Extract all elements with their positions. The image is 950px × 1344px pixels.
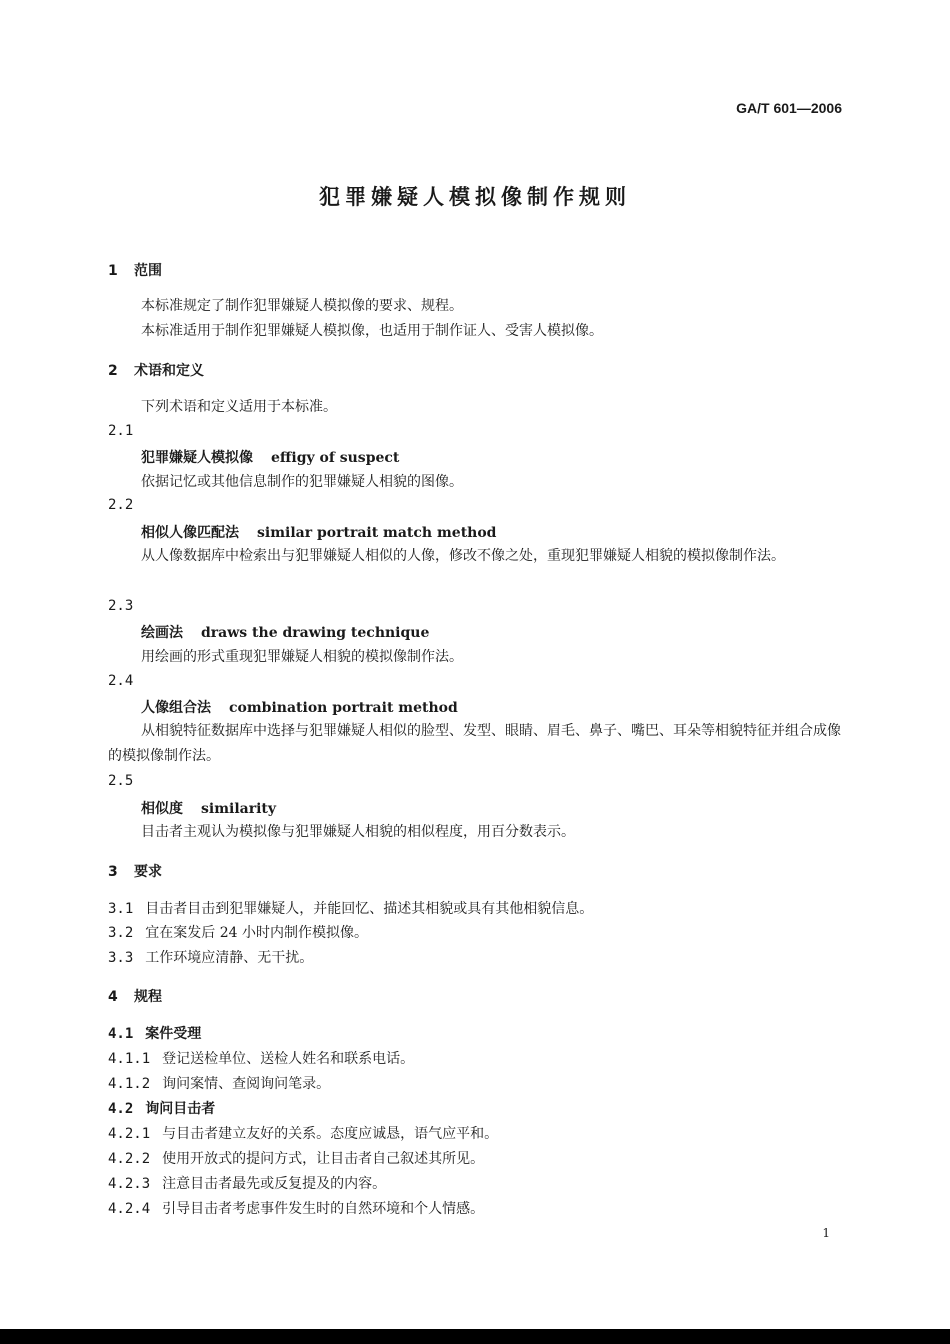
term-cn: 绘画法 bbox=[141, 625, 183, 641]
page-number: 1 bbox=[822, 1226, 830, 1240]
standard-code: GA/T 601—2006 bbox=[736, 100, 842, 116]
section-title: 范围 bbox=[134, 263, 162, 279]
section-title: 术语和定义 bbox=[134, 363, 204, 379]
subsection-heading bbox=[108, 1023, 201, 1043]
section-title: 规程 bbox=[134, 989, 162, 1005]
section-title: 要求 bbox=[134, 864, 162, 880]
clause-number: 4.2.1 bbox=[108, 1126, 151, 1142]
clause-number: 4.2 bbox=[108, 1101, 134, 1117]
term-definition: 用绘画的形式重现犯罪嫌疑人相貌的模拟像制作法。 bbox=[141, 649, 463, 665]
section-2-heading bbox=[108, 360, 204, 380]
term-heading bbox=[141, 622, 429, 642]
clause bbox=[108, 898, 593, 918]
clause-number: 4.1.2 bbox=[108, 1076, 151, 1092]
term-number: 2.5 bbox=[108, 773, 134, 789]
term-heading bbox=[141, 522, 496, 542]
subsection-title: 询问目击者 bbox=[145, 1101, 216, 1117]
term-en: effigy of suspect bbox=[271, 450, 400, 466]
term-cn: 犯罪嫌疑人模拟像 bbox=[141, 450, 253, 466]
term-number: 2.4 bbox=[108, 673, 134, 689]
term-definition: 依据记忆或其他信息制作的犯罪嫌疑人相貌的图像。 bbox=[141, 474, 463, 490]
section-4-heading bbox=[108, 986, 162, 1006]
section-number: 2 bbox=[108, 363, 118, 379]
subsection-title: 案件受理 bbox=[145, 1026, 202, 1042]
term-number: 2.1 bbox=[108, 423, 134, 439]
document-title: 犯罪嫌疑人模拟像制作规则 bbox=[319, 185, 631, 209]
term-en: similarity bbox=[201, 801, 277, 817]
paragraph: 本标准适用于制作犯罪嫌疑人模拟像，也适用于制作证人、受害人模拟像。 bbox=[141, 323, 603, 339]
term-en: draws the drawing technique bbox=[201, 625, 430, 641]
clause-number: 3.2 bbox=[108, 925, 134, 941]
paragraph: 下列术语和定义适用于本标准。 bbox=[141, 399, 337, 415]
clause-text: 工作环境应清静、无干扰。 bbox=[145, 950, 314, 966]
clause-number: 4.2.3 bbox=[108, 1176, 151, 1192]
clause-number: 4.2.4 bbox=[108, 1201, 151, 1217]
term-heading bbox=[141, 697, 458, 717]
term-cn: 人像组合法 bbox=[141, 700, 211, 716]
clause-text: 与目击者建立友好的关系。态度应诚恳，语气应平和。 bbox=[162, 1126, 499, 1142]
clause bbox=[108, 1173, 386, 1193]
term-number: 2.3 bbox=[108, 598, 134, 614]
clause-number: 4.1 bbox=[108, 1026, 134, 1042]
clause-text: 使用开放式的提问方式，让目击者自己叙述其所见。 bbox=[162, 1151, 485, 1167]
clause-number: 3.1 bbox=[108, 901, 134, 917]
scan-edge-bar bbox=[0, 1329, 950, 1344]
clause bbox=[108, 947, 313, 967]
clause-number: 4.2.2 bbox=[108, 1151, 151, 1167]
clause-text: 宜在案发后 24 小时内制作模拟像。 bbox=[145, 925, 369, 941]
clause bbox=[108, 1148, 484, 1168]
clause-number: 4.1.1 bbox=[108, 1051, 151, 1067]
clause-number: 3.3 bbox=[108, 950, 134, 966]
section-1-heading bbox=[108, 260, 162, 280]
term-number: 2.2 bbox=[108, 497, 134, 513]
section-number: 3 bbox=[108, 864, 118, 880]
clause bbox=[108, 1073, 330, 1093]
clause-text: 目击者目击到犯罪嫌疑人，并能回忆、描述其相貌或具有其他相貌信息。 bbox=[145, 901, 594, 917]
section-number: 4 bbox=[108, 989, 118, 1005]
section-3-heading bbox=[108, 861, 162, 881]
clause-text: 引导目击者考虑事件发生时的自然环境和个人情感。 bbox=[162, 1201, 485, 1217]
term-definition: 目击者主观认为模拟像与犯罪嫌疑人相貌的相似程度，用百分数表示。 bbox=[141, 824, 575, 840]
clause bbox=[108, 922, 368, 942]
section-number: 1 bbox=[108, 263, 118, 279]
clause bbox=[108, 1048, 414, 1068]
clause bbox=[108, 1123, 498, 1143]
term-heading bbox=[141, 447, 399, 467]
term-cn: 相似度 bbox=[141, 801, 183, 817]
paragraph: 本标准规定了制作犯罪嫌疑人模拟像的要求、规程。 bbox=[141, 298, 463, 314]
clause-text: 注意目击者最先或反复提及的内容。 bbox=[162, 1176, 387, 1192]
clause-text: 询问案情、查阅询问笔录。 bbox=[162, 1076, 331, 1092]
term-definition: 从人像数据库中检索出与犯罪嫌疑人相似的人像，修改不像之处，重现犯罪嫌疑人相貌的模拟像制作法。 bbox=[141, 548, 785, 564]
term-heading bbox=[141, 798, 276, 818]
clause-text: 登记送检单位、送检人姓名和联系电话。 bbox=[162, 1051, 415, 1067]
subsection-heading bbox=[108, 1098, 215, 1118]
term-en: similar portrait match method bbox=[257, 525, 497, 541]
clause bbox=[108, 1198, 484, 1218]
term-cn: 相似人像匹配法 bbox=[141, 525, 239, 541]
term-en: combination portrait method bbox=[229, 700, 458, 716]
term-definition: 从相貌特征数据库中选择与犯罪嫌疑人相似的脸型、发型、眼睛、眉毛、鼻子、嘴巴、耳朵等相貌特征并组合成像的模拟像制作法。 bbox=[108, 723, 841, 764]
